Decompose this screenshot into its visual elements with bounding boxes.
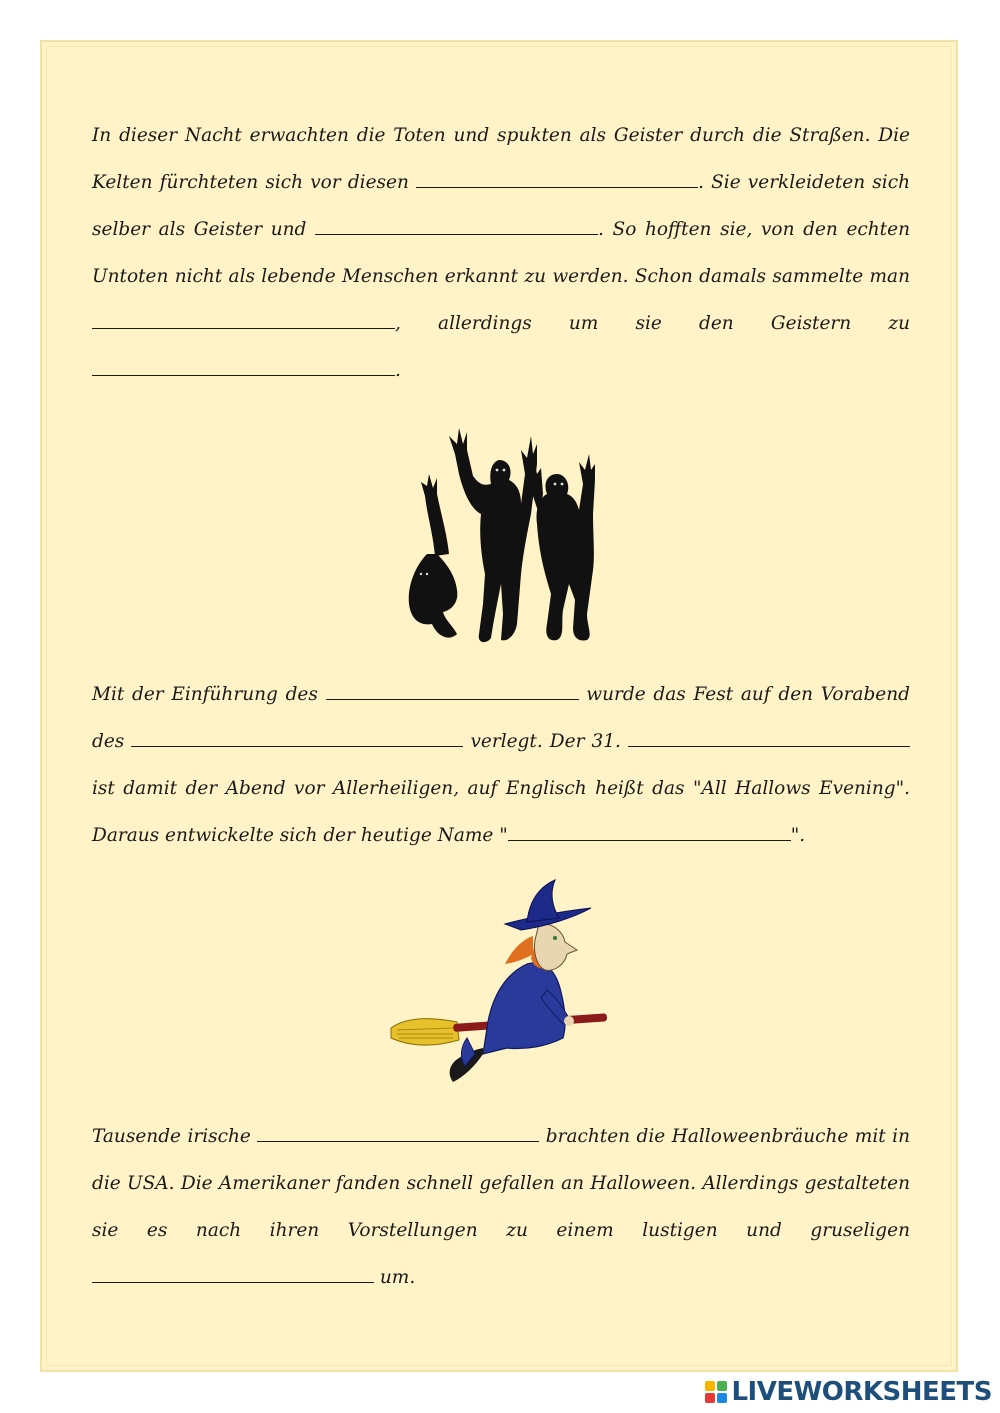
blank-5[interactable] [326,681,579,700]
p1-line-1: In dieser Nacht erwachten die Toten und spukten als Geister durch die Straßen. Die [92,125,910,146]
p1-line-3: selber als Geister und . So hofften sie, von den echten [92,206,910,253]
p2-line-1: Mit der Einführung des wurde das Fest auf den Vorabend [92,671,910,718]
logo-text: LIVEWORKSHEETS [731,1377,992,1407]
zombies-icon [397,414,607,646]
zombies-illustration [397,414,607,646]
logo-square-1 [705,1381,715,1391]
paragraph-2 [92,671,910,859]
p2-line-3: ist damit der Abend vor Allerheiligen, auf Englisch heißt das "All Hallows Evening". [92,778,910,799]
blank-9[interactable] [257,1123,539,1142]
worksheet-page [40,40,958,1372]
p3-line-3: sie es nach ihren Vorstellungen zu einem lustigen und gruseligen [92,1220,910,1241]
blank-8[interactable] [508,822,791,841]
paragraph-3 [92,1113,910,1301]
p3-line-4: um. [92,1254,910,1301]
p3-line-2: die USA. Die Amerikaner fanden schnell gefallen an Halloween. Allerdings gestalteten [92,1173,910,1194]
blank-7[interactable] [628,728,910,747]
p1-line-4: Untoten nicht als lebende Menschen erkannt zu werden. Schon damals sammelte man [92,266,910,287]
p1-line-2: Kelten fürchteten sich vor diesen . Sie verkleideten sich [92,159,910,206]
witch-illustration [387,878,612,1090]
logo-square-2 [717,1381,727,1391]
blank-4[interactable] [92,357,395,376]
p3-line-1: Tausende irische brachten die Halloweenbräuche mit in [92,1113,910,1160]
logo-square-4 [717,1393,727,1403]
p1-line-5: , allerdings um sie den Geistern zu [92,300,910,347]
logo-mark-icon [705,1381,727,1403]
blank-6[interactable] [131,728,463,747]
witch-on-broom-icon [387,878,612,1090]
p1-line-6: . [92,347,910,394]
p2-line-2: des verlegt. Der 31. [92,718,910,765]
blank-10[interactable] [92,1264,374,1283]
blank-1[interactable] [416,169,698,188]
logo-square-3 [705,1393,715,1403]
blank-3[interactable] [92,310,395,329]
blank-2[interactable] [315,216,598,235]
paragraph-1 [92,112,910,394]
p2-line-4: Daraus entwickelte sich der heutige Name " ". [92,812,910,859]
liveworksheets-logo [705,1379,992,1405]
